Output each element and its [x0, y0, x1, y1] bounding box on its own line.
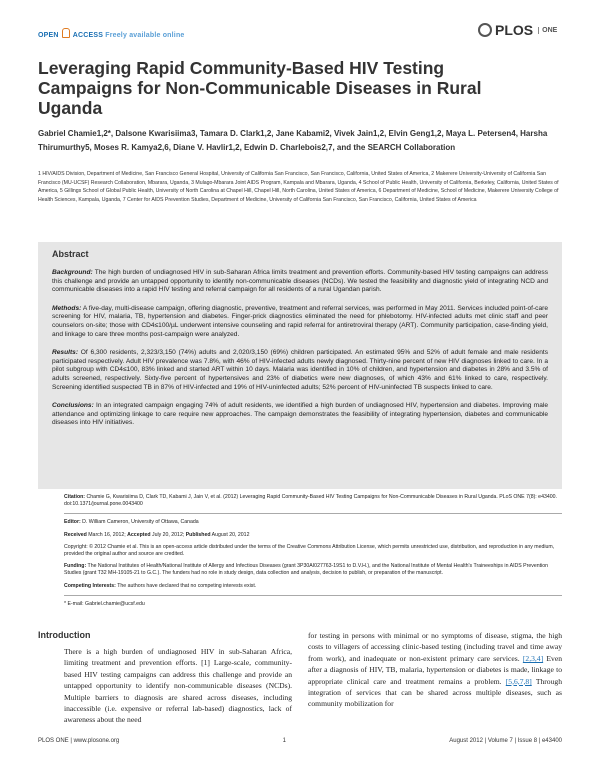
intro-column-1: There is a high burden of undiagnosed HIV in sub-Saharan Africa, limiting treatment and prevention efforts. [1] Large-scale, community-based HIV testing campaigns can address this challenge and provide an untapped opportunity to identify non-communicable diseases (NCDs). Multiple barriers to diagnosis are shared across diseases, including inaccessible (i.e. expensive or referral lab-based) diagnostics, lack of awareness about the need [64, 647, 292, 725]
copyright: Copyright: © 2012 Chamie et al. This is an open-access article distributed under the terms of the Creative Commons Attribution License, which permits unrestricted use, distribution, and reproduction in any medium, provided the original author and source are credited. [64, 543, 555, 558]
reference-link[interactable]: [2,3,4] [522, 653, 544, 663]
abstract-conclusions [52, 402, 548, 428]
published-label: Published [185, 531, 211, 538]
email: * E-mail: Gabriel.chamie@ucsf.edu [64, 600, 145, 607]
access-label: ACCESS [72, 32, 104, 39]
citation-text: Chamie G, Kwarisiima D, Clark TD, Kabami J, Jain V, et al. (2012) Leveraging Rapid Community-Based HIV Testing Campaigns for Non-Communicable Diseases in Rural Uganda. PLoS ONE 7(8): e43400. doi:10.1371/journal.pone.0043400 [64, 494, 557, 508]
logo-text: PLOS [495, 22, 534, 38]
received-label: Received [64, 531, 87, 538]
footer-issue: August 2012 | Volume 7 | Issue 8 | e43400 [449, 738, 562, 744]
received-date: March 16, 2012; [86, 531, 128, 538]
published-date: August 20, 2012 [210, 531, 250, 538]
journal-logo [478, 22, 557, 38]
article-title: Leveraging Rapid Community-Based HIV Testing Campaigns for Non-Communicable Diseases in Rural Uganda [38, 58, 482, 118]
methods-text: A five-day, multi-disease campaign, offering diagnostic, preventive, treatment and referral services, was performed in May 2011. Services included point-of-care screening for HIV, malaria, TB, hypertension and diabetes. Finger-prick diagnostics eliminated the need for phlebotomy. HIV-infected adults met clinic staff and peer counselors on-site; those with CD4≤100/µL underwent intensive counseling and rapid referral for antiretroviral therapy (ART). Community participation, case-finding yield, and linkage to care three months post-campaign were analyzed. [52, 304, 548, 338]
page-footer [38, 738, 562, 744]
background-label: Background: [52, 269, 93, 276]
dates [64, 532, 562, 539]
plos-logo-icon [478, 23, 492, 37]
conclusions-label: Conclusions: [52, 402, 94, 410]
article-metadata [64, 494, 562, 613]
conclusions-text: In an integrated campaign engaging 74% of adult residents, we identified a high burden of undiagnosed HIV, hypertension and diabetes. Improving male attendance and optimizing linkage to care require new approaches. The campaign demonstrates the feasibility of integrating hypertension, diabetes and communicable diseases into HIV initiatives. [52, 402, 548, 427]
funding [64, 563, 562, 577]
intro-text: Even after a diagnosis of HIV, TB, malaria, hypertension or diabetes is made, linkage to appropriate clinical care and treatment remains a problem. [308, 653, 562, 686]
logo-sub: ONE [538, 27, 557, 34]
citation [64, 494, 562, 508]
page-number: 1 [282, 738, 286, 744]
intro-text: for testing in persons with minimal or no symptoms of disease, stigma, the high costs to villagers of accessing clinic-based testing (including travel and time away from work), and inadequate or non-existent primary care services. [308, 631, 562, 663]
background-text: The high burden of undiagnosed HIV in sub-Saharan Africa limits treatment and prevention efforts. Community-based HIV testing campaigns can address this challenge and provide an untapped opportunity to identify non-communicable diseases (NCDs). We tested the feasibility and diagnostic yield of integrating NCD and communicable diseases into a rapid HIV testing and referral campaign for all residents of a rural Ugandan parish. [52, 269, 548, 294]
editor-text: D. William Cameron, University of Ottawa, Canada [80, 519, 199, 526]
abstract-results [52, 349, 548, 392]
results-label: Results: [52, 349, 79, 357]
editor [64, 519, 562, 526]
intro-column-2 [308, 630, 562, 710]
divider [64, 595, 562, 596]
author-list: Gabriel Chamie1,2*, Dalsone Kwarisiima3, Tamara D. Clark1,2, Jane Kabami2, Vivek Jain1,2, Elvin Geng1,2, Maya L. Petersen4, Harsha Thirumurthy5, Moses R. Kamya2,6, Diane V. Havlir1,2, Edwin D. Charlebois2,7, and the SEARCH Collaboration [38, 129, 548, 152]
footer-journal: PLOS ONE | www.plosone.org [38, 738, 120, 744]
competing-label: Competing Interests: [64, 582, 116, 589]
abstract-methods [52, 305, 548, 339]
open-label: OPEN [38, 32, 59, 39]
abstract-background [52, 269, 548, 295]
accepted-date: July 20, 2012; [150, 531, 186, 538]
funding-label: Funding: [64, 563, 87, 570]
accepted-label: Accepted [127, 531, 151, 538]
affiliations: 1 HIV/AIDS Division, Department of Medicine, San Francisco General Hospital, University of California San Francisco, San Francisco, California, United States of America, 2 Makerere University-University of California San Francisco (MU-UCSF) Research Collaboration, Mbarara, Uganda, 3 Mulago-Mbarara Joint AIDS Program, Kampala and Mbarara, Uganda, 4 School of Public Health, University of California, Berkeley, California, United States of America, 5 Gillings School of Global Public Health, University of North Carolina at Chapel Hill, Chapel Hill, North Carolina, United States of America, 6 Department of Medicine, School of Medicine, Makerere University College of Health Sciences, Kampala, Uganda, 7 Center for AIDS Prevention Studies, Department of Medicine, University of California San Francisco, San Francisco, California, United States of America [38, 171, 559, 203]
abstract-heading: Abstract [52, 249, 89, 259]
open-access-banner [38, 28, 185, 39]
results-text: Of 6,300 residents, 2,323/3,150 (74%) adults and 2,020/3,150 (69%) children participated. An estimated 95% and 52% of adult female and male residents participated respectively. Adult HIV prevalence was 7.8%, with 46% of HIV-infected adults newly diagnosed. Thirty-nine percent of new HIV diagnoses linked to care. In a pilot subgroup with CD4≤100, 83% linked and started ART within 10 days. Malaria was identified in 10% of children, and hypertension and diabetes in 28% and 3.5% of adults screened, respectively. Sixty-five percent of hypertensives and 23% of diabetics were new diagnoses, of which 43% and 61% linked to care, respectively. Screening identified suspected TB in 87% of HIV-infected and 19% of HIV-uninfected adults; 52% percent of HIV-uninfected TB suspects linked to care. [52, 349, 548, 391]
freely-available-label: Freely available online [105, 32, 185, 39]
divider [64, 513, 562, 514]
editor-label: Editor: [64, 519, 81, 526]
competing-interests [64, 583, 562, 590]
reference-link[interactable]: [5,6,7,8] [505, 676, 532, 686]
citation-label: Citation: [64, 494, 86, 500]
competing-text: The authors have declared that no competing interests exist. [115, 582, 257, 589]
methods-label: Methods: [52, 304, 82, 312]
abstract-box [38, 242, 562, 489]
funding-text: The National Institutes of Health/National Institute of Allergy and Infectious Diseases (grant 3P30AI027763-19S1 to D.V.H.), and the National Institute of Mental Health's Traineeships in AIDS Prevention Studies (grant T32 MH-19105-21 to G.C.). The funders had no role in study design, data collection and analysis, decision to publish, or preparation of the manuscript. [64, 563, 548, 577]
open-access-lock-icon [62, 28, 70, 38]
introduction-heading: Introduction [38, 630, 91, 640]
intro-text: Through integration of services that can be shared across multiple diseases, such as community mobilization for [308, 676, 562, 709]
